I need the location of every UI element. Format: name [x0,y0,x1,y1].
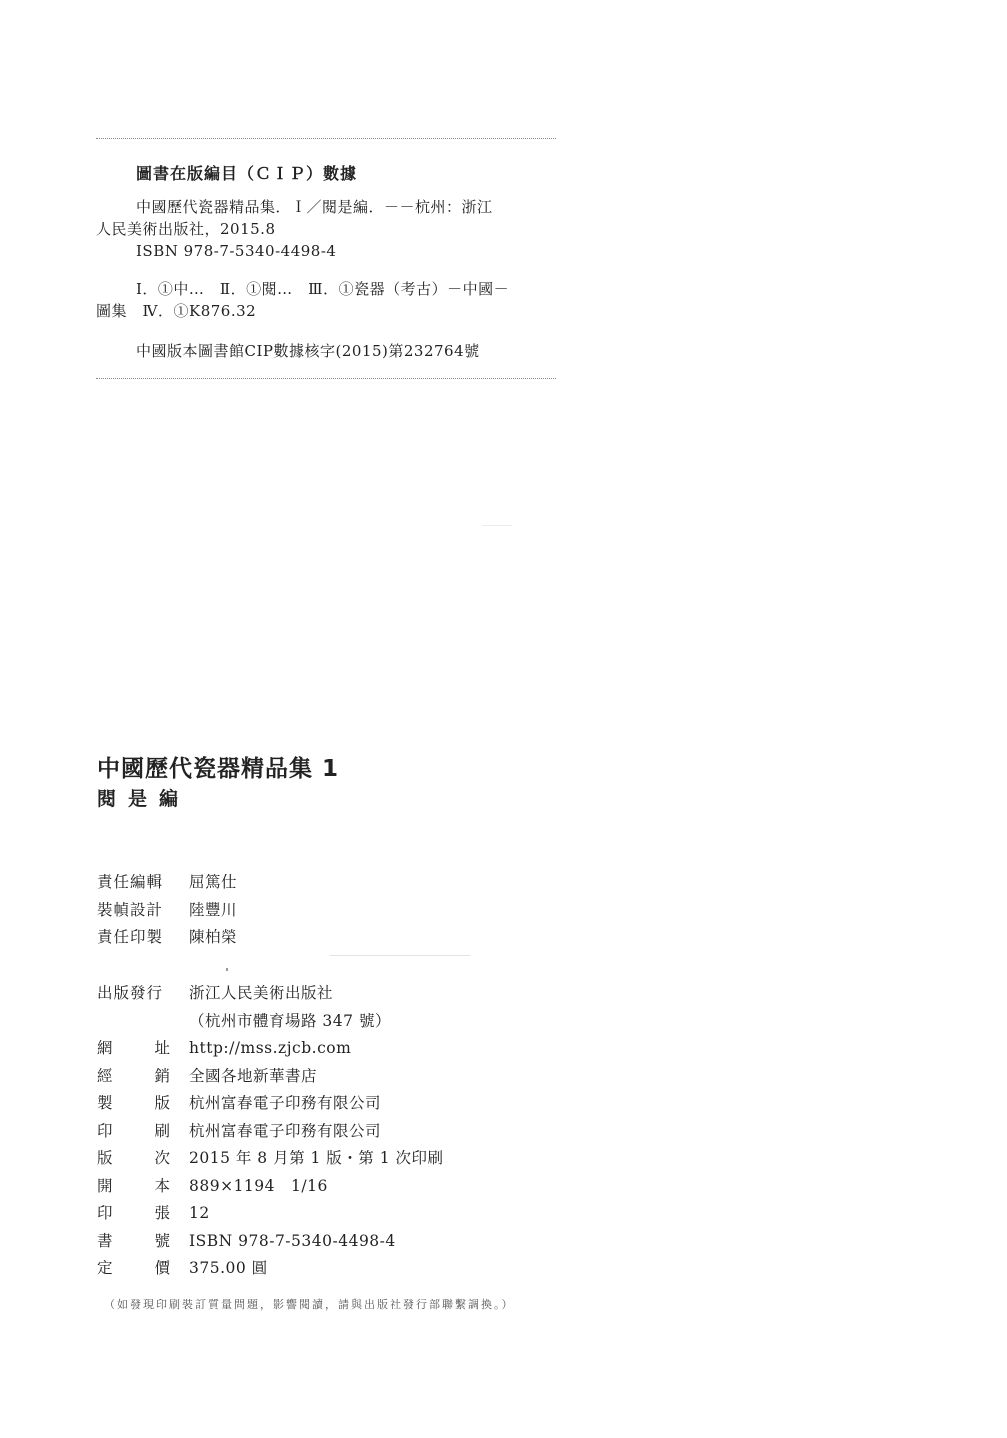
credit-row-design [97,897,237,925]
book-title: 中國歷代瓷器精品集 1 [97,756,340,782]
credit-label: 責任編輯 [97,873,164,891]
info-label [97,1063,171,1091]
cip-heading: 圖書在版編目（ＣＩＰ）數據 [136,164,358,183]
credit-value: 陳柏榮 [189,928,238,946]
info-label [97,1118,171,1146]
credit-value: 陸豐川 [189,900,238,919]
info-label-char: 刷 [154,1121,171,1140]
info-label [97,1228,171,1256]
cip-class-line-1: Ⅰ．①中… Ⅱ．①閱… Ⅲ．①瓷器（考古）－中國－ [136,280,510,298]
info-label-char: 印 [97,1204,114,1222]
scan-artifact-line [330,955,470,956]
info-row-format [97,1173,444,1201]
cip-block [96,138,558,379]
cip-class-line-2: 圖集 Ⅳ．①K876.32 [96,302,257,320]
info-label-char: 製 [97,1094,114,1112]
info-row-edition [97,1145,444,1173]
credit-row-print [97,924,237,952]
cip-isbn-line: ISBN 978-7-5340-4498-4 [136,242,337,260]
info-label-char: 次 [154,1149,171,1167]
info-row-sheets [97,1200,444,1228]
info-value: 375.00 圓 [189,1259,268,1277]
scan-artifact-line [482,525,512,526]
quality-notice: （如發現印刷裝訂質量問題，影響閱讀，請與出版社發行部聯繫調換。） [104,1298,515,1311]
info-label-char: 張 [154,1204,171,1222]
info-label-char: 版 [154,1094,171,1112]
info-label-char: 開 [97,1176,114,1195]
credit-row-editor [97,869,237,897]
info-label-char: 本 [154,1176,171,1195]
info-label-char: 印 [97,1121,114,1140]
info-label-char: 號 [154,1231,171,1250]
dotted-divider-top [96,138,556,139]
info-label-char: 書 [97,1231,114,1250]
info-row-distribution [97,1063,444,1091]
cip-catalog-entry [96,196,558,262]
info-value: 全國各地新華書店 [189,1066,318,1085]
info-label-char: 銷 [154,1066,171,1085]
dotted-divider-bottom [96,378,556,379]
info-label-char: 版 [97,1149,114,1167]
credit-label: 責任印製 [97,928,164,946]
publisher-value: 浙江人民美術出版社 [189,984,334,1002]
info-row-isbn [97,1228,444,1256]
info-value: 889×1194 1/16 [189,1176,328,1195]
info-label [97,1145,171,1173]
info-label-char: 經 [97,1066,114,1085]
cip-entry-line-2: 人民美術出版社，2015.8 [96,220,276,238]
cip-classification [96,278,558,322]
address-row [97,1008,444,1036]
cip-verify-line: 中國版本圖書館CIP數據核字(2015)第232764號 [136,342,480,360]
info-value: 杭州富春電子印務有限公司 [189,1094,382,1112]
cip-verification [96,340,558,362]
credits-list [97,869,237,952]
website-link[interactable]: http://mss.zjcb.com [189,1039,352,1057]
info-value: 12 [189,1204,210,1222]
publisher-address: （杭州市體育場路 347 號） [189,1011,391,1030]
scan-artifact-dot [226,968,228,971]
info-label-char: 定 [97,1259,114,1277]
publisher-label: 出版發行 [97,984,164,1002]
info-value: 杭州富春電子印務有限公司 [189,1121,382,1140]
credit-label: 裝幀設計 [97,900,164,919]
info-label-char: 網 [97,1039,114,1057]
info-label [97,1173,171,1201]
cip-entry-line-1: 中國歷代瓷器精品集．Ｉ／閱是編．－－杭州：浙江 [136,198,493,216]
info-row-website [97,1035,444,1063]
info-row-printing [97,1118,444,1146]
info-label [97,1090,171,1118]
credit-value: 屈篤仕 [189,873,238,891]
publisher-row [97,980,444,1008]
info-row-price [97,1255,444,1283]
info-label [97,1255,171,1283]
info-label-char: 價 [154,1259,171,1277]
address-label-spacer [97,1008,189,1036]
book-editor: 閱是編 [97,788,191,810]
info-label [97,1200,171,1228]
info-label [97,1035,171,1063]
info-label-char: 址 [154,1039,171,1057]
publishing-info [97,980,444,1283]
info-value: 2015 年 8 月第 1 版・第 1 次印刷 [189,1149,444,1167]
info-row-platemaking [97,1090,444,1118]
info-value: ISBN 978-7-5340-4498-4 [189,1231,396,1250]
